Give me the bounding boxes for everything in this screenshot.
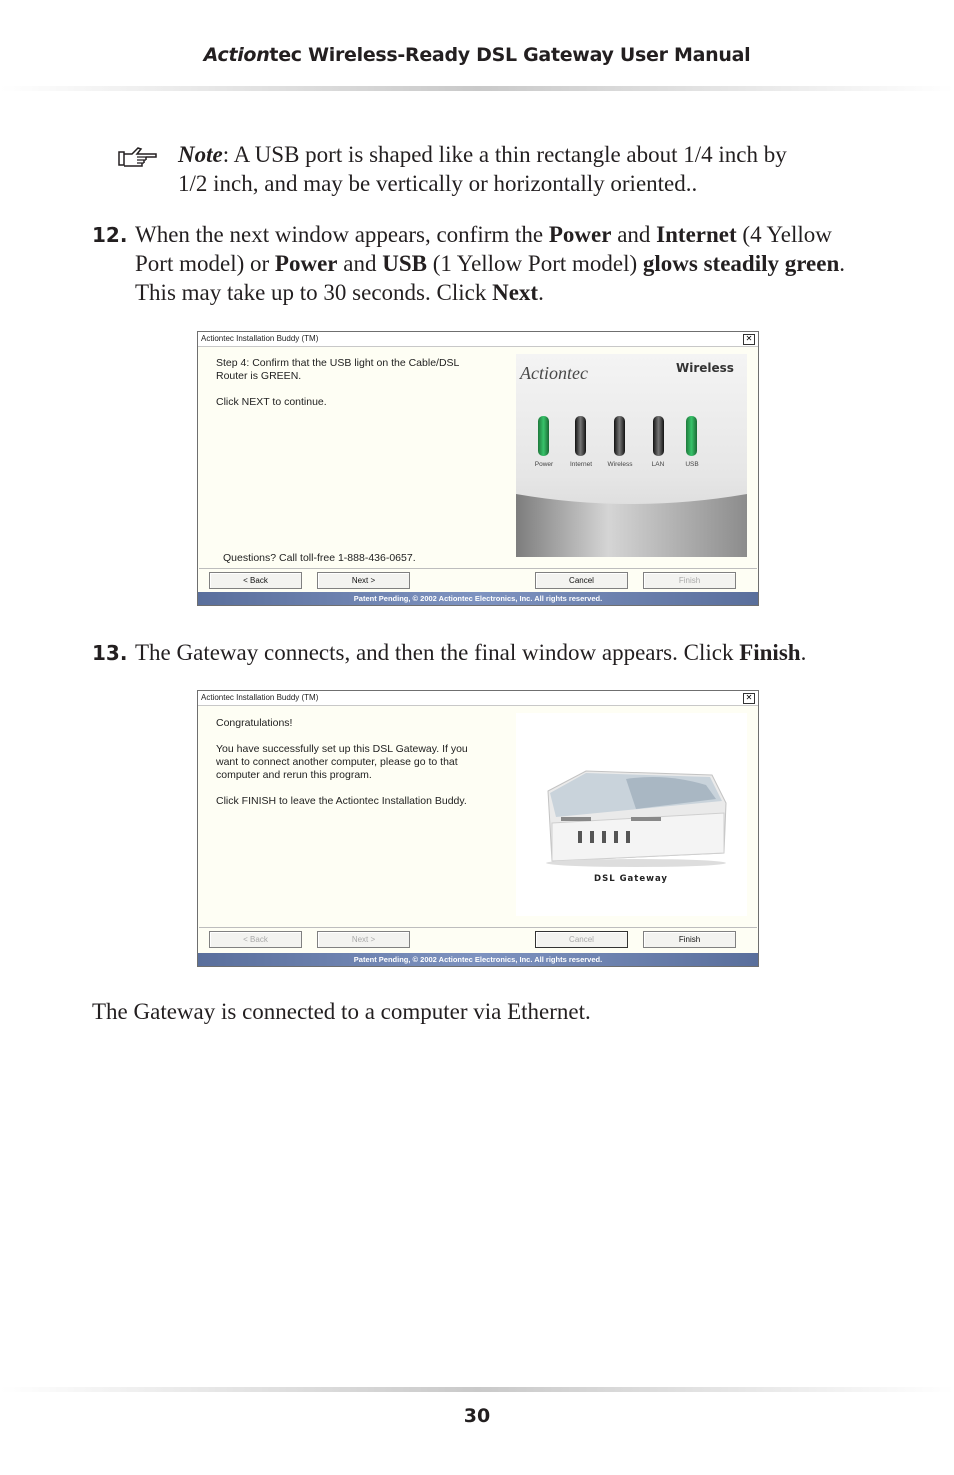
message-line: want to connect another computer, please go to that	[216, 756, 458, 768]
dialog-title: Actiontec Installation Buddy (TM)	[201, 693, 319, 702]
closing-paragraph: The Gateway is connected to a computer via Ethernet.	[92, 999, 591, 1024]
wireless-badge: Wireless	[676, 361, 734, 375]
led-label: LAN	[651, 461, 665, 468]
dialog-separator	[199, 927, 757, 928]
step-12-text	[135, 220, 865, 307]
step-13-number: 13.	[92, 641, 128, 665]
text-run: and	[337, 251, 383, 276]
dialog-title: Actiontec Installation Buddy (TM)	[201, 334, 319, 343]
cancel-button[interactable]: Cancel	[535, 572, 628, 589]
finish-button[interactable]: Finish	[643, 572, 736, 589]
installation-buddy-dialog-finish	[197, 690, 759, 967]
dialog-footer: Patent Pending, © 2002 Actiontec Electronics, Inc. All rights reserved.	[198, 953, 758, 966]
text-run: and	[611, 222, 657, 247]
close-icon[interactable]: ✕	[743, 334, 755, 345]
finish-button[interactable]: Finish	[643, 931, 736, 948]
bold-run: glows steadily green	[642, 251, 840, 276]
led-label: Power	[534, 461, 554, 468]
dialog-separator	[199, 568, 757, 569]
led-label: USB	[685, 461, 699, 468]
running-header	[0, 44, 954, 66]
close-icon[interactable]: ✕	[743, 693, 755, 704]
text-run: . This may take up to 30 seconds. Click	[135, 251, 845, 305]
back-button[interactable]: < Back	[209, 572, 302, 589]
pointing-hand-icon	[118, 146, 158, 168]
led-label: Wireless	[607, 461, 633, 468]
support-phone-text: Questions? Call toll-free 1-888-436-0657.	[223, 552, 416, 564]
led-lan-light	[653, 416, 664, 456]
success-message	[216, 743, 468, 782]
header-rule	[0, 86, 954, 91]
dsl-gateway-image	[516, 713, 747, 916]
page-number: 30	[463, 1405, 491, 1427]
finish-instruction: Click FINISH to leave the Actiontec Installation Buddy.	[216, 795, 467, 807]
note-text: : A USB port is shaped like a thin rectangle about 1/4 inch by 1/2 inch, and may be vertically or horizontally oriented..	[178, 142, 787, 196]
note-label: Note	[178, 142, 223, 167]
text-run: (4 Yellow Port model) or	[135, 222, 832, 276]
next-button[interactable]: Next >	[317, 931, 410, 948]
text-run: .	[538, 280, 544, 305]
message-line: computer and rerun this program.	[216, 769, 372, 781]
text-run: (1 Yellow Port model)	[426, 251, 643, 276]
bold-run: USB	[382, 251, 427, 276]
led-power-light	[538, 416, 549, 456]
actiontec-logo: Actiontec	[520, 363, 588, 383]
installation-buddy-dialog-step4	[197, 331, 759, 606]
text-run: When the next window appears, confirm the	[135, 222, 549, 247]
bold-run: Finish	[739, 640, 801, 665]
step-13-text	[135, 638, 865, 667]
instruction-line: Step 4: Confirm that the USB light on the Cable/DSL	[216, 357, 460, 369]
dialog-titlebar	[198, 332, 758, 347]
led-wireless-light	[614, 416, 625, 456]
message-line: You have successfully set up this DSL Gateway. If you	[216, 743, 468, 755]
led-internet-light	[575, 416, 586, 456]
dialog-titlebar	[198, 691, 758, 706]
header-brand-suffix: tec	[269, 44, 302, 66]
bold-run: Power	[548, 222, 612, 247]
congratulations-text: Congratulations!	[216, 717, 293, 729]
cancel-button[interactable]: Cancel	[535, 931, 628, 948]
footer-rule	[0, 1387, 954, 1392]
next-button[interactable]: Next >	[317, 572, 410, 589]
dialog-footer: Patent Pending, © 2002 Actiontec Electronics, Inc. All rights reserved.	[198, 592, 758, 605]
router-front-panel-image	[516, 354, 747, 557]
dialog-instruction	[216, 357, 459, 383]
bold-run: Next	[492, 280, 539, 305]
instruction-line: Router is GREEN.	[216, 370, 302, 382]
header-title: Wireless-Ready DSL Gateway User Manual	[301, 44, 751, 66]
text-run: .	[800, 640, 807, 665]
bold-run: Internet	[656, 222, 737, 247]
image-caption: DSL Gateway	[594, 874, 668, 884]
step-12-number: 12.	[92, 223, 128, 247]
led-usb-light	[686, 416, 697, 456]
back-button[interactable]: < Back	[209, 931, 302, 948]
led-label: Internet	[569, 461, 593, 468]
header-brand: Action	[203, 44, 270, 66]
bold-run: Power	[274, 251, 338, 276]
dialog-continue-text: Click NEXT to continue.	[216, 396, 327, 408]
note-paragraph	[178, 140, 818, 198]
text-run: The Gateway connects, and then the final window appears. Click	[135, 640, 740, 665]
